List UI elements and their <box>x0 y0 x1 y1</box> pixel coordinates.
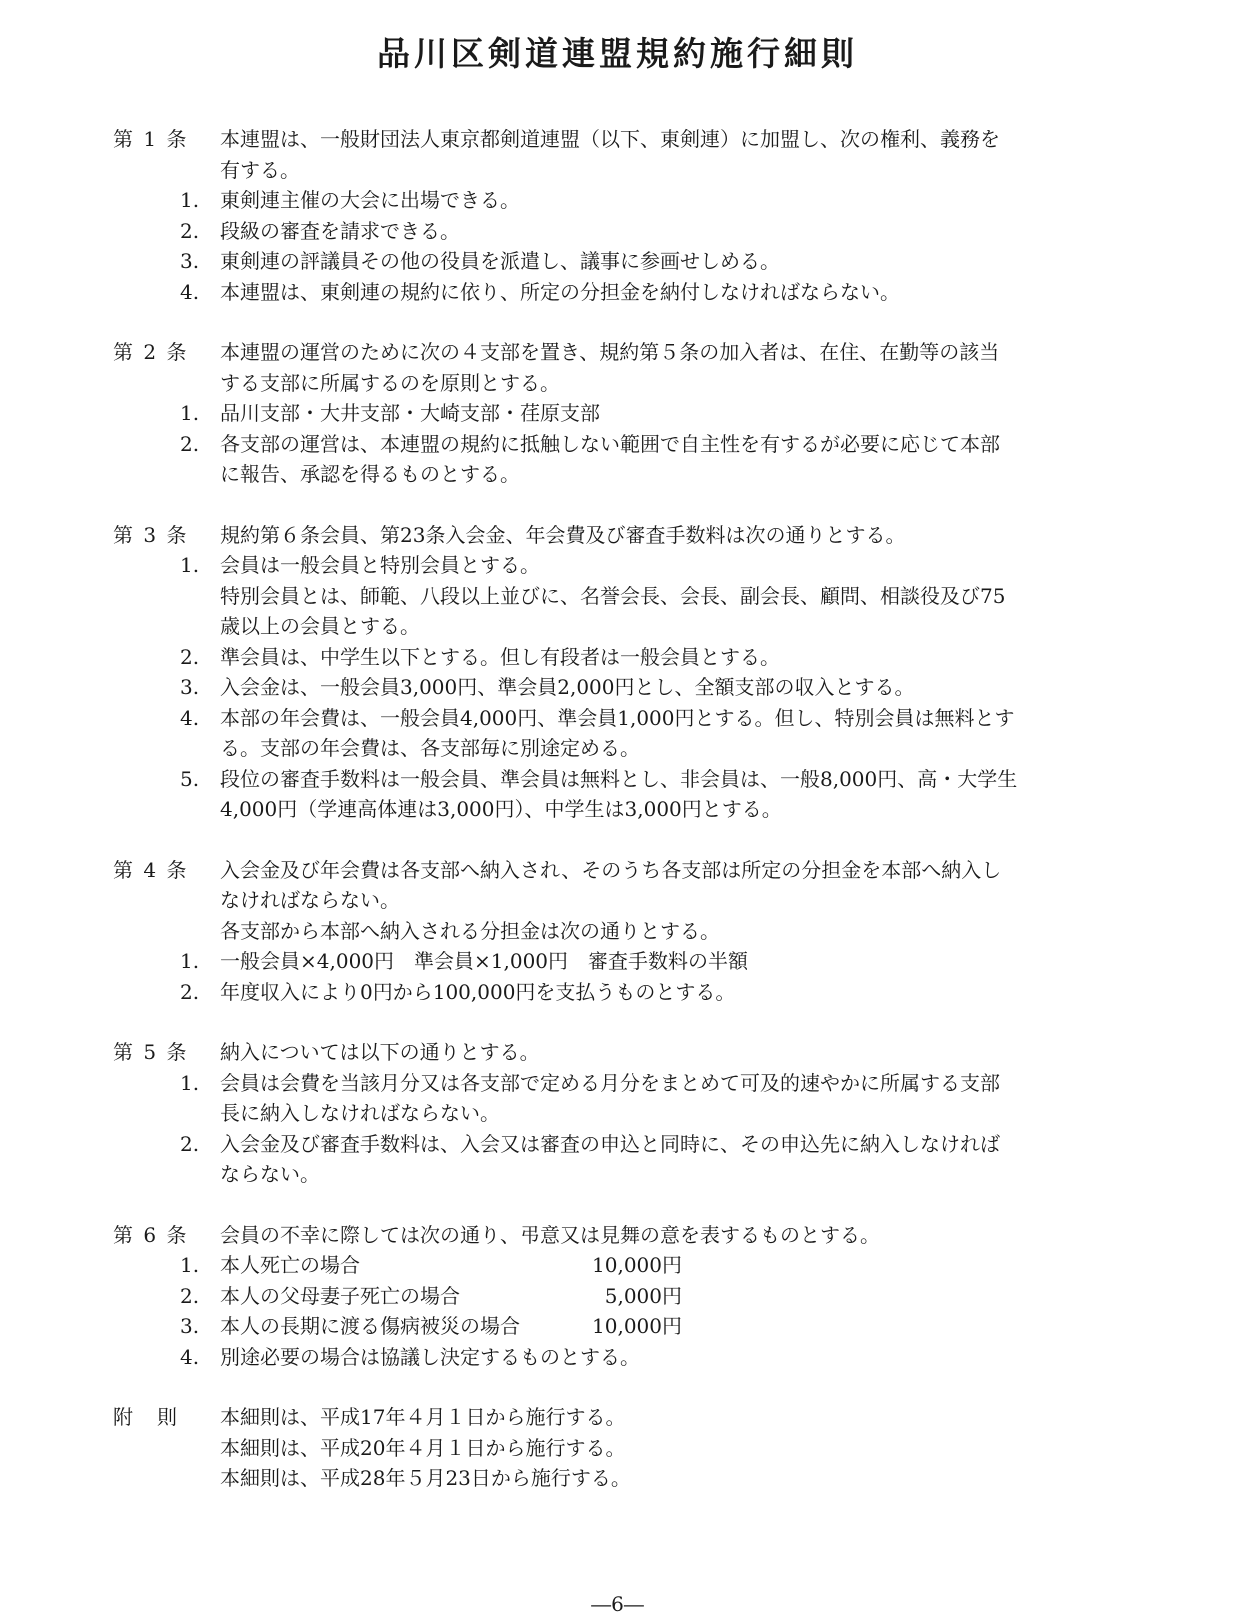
article-text: 会員の不幸に際しては次の通り、弔意又は見舞の意を表するものとする。 <box>220 1223 880 1247</box>
item-number: 1. <box>180 188 200 212</box>
article-label: 第 1 条 <box>113 127 189 151</box>
item-text: 4,000円（学連高体連は3,000円）、中学生は3,000円とする。 <box>220 797 782 821</box>
item-number: 2. <box>180 432 200 456</box>
item-text: 特別会員とは、師範、八段以上並びに、名誉会長、会長、副会長、顧問、相談役及び75 <box>220 584 1006 608</box>
item-text: 段位の審査手数料は一般会員、準会員は無料とし、非会員は、一般8,000円、高・大学生 <box>220 767 1018 791</box>
item-number: 2. <box>180 219 200 243</box>
article-text: 有する。 <box>220 158 300 182</box>
item-number: 2. <box>180 645 200 669</box>
item-number: 3. <box>180 249 200 273</box>
item-text: 本人の長期に渡る傷病被災の場合 <box>220 1314 520 1338</box>
item-amount: 10,000円 <box>592 1253 682 1277</box>
item-text: 東剣連の評議員その他の役員を派遣し、議事に参画せしめる。 <box>220 249 780 273</box>
article-label: 第 3 条 <box>113 523 189 547</box>
article-text: 本細則は、平成20年４月１日から施行する。 <box>220 1436 626 1460</box>
item-text: 長に納入しなければならない。 <box>220 1101 500 1125</box>
item-text: 会員は会費を当該月分又は各支部で定める月分をまとめて可及的速やかに所属する支部 <box>220 1071 1000 1095</box>
item-text: ならない。 <box>220 1162 320 1186</box>
item-text: 本人の父母妻子死亡の場合 <box>220 1284 460 1308</box>
item-text: 別途必要の場合は協議し決定するものとする。 <box>220 1345 640 1369</box>
article-text: なければならない。 <box>220 888 400 912</box>
article-text: 納入については以下の通りとする。 <box>220 1040 540 1064</box>
item-text: 年度収入により0円から100,000円を支払うものとする。 <box>220 980 736 1004</box>
item-text: 品川支部・大井支部・大崎支部・荏原支部 <box>220 401 600 425</box>
document-title: 品川区剣道連盟規約施行細則 <box>377 34 858 73</box>
item-number: 1. <box>180 553 200 577</box>
item-text: る。支部の年会費は、各支部毎に別途定める。 <box>220 736 640 760</box>
article-text: 本細則は、平成17年４月１日から施行する。 <box>220 1405 626 1429</box>
item-text: 入会金及び審査手数料は、入会又は審査の申込と同時に、その申込先に納入しなければ <box>220 1132 1000 1156</box>
item-text: に報告、承認を得るものとする。 <box>220 462 520 486</box>
item-number: 5. <box>180 767 200 791</box>
item-text: 歳以上の会員とする。 <box>220 614 420 638</box>
article-label: 第 5 条 <box>113 1040 189 1064</box>
article-text: 入会金及び年会費は各支部へ納入され、そのうち各支部は所定の分担金を本部へ納入し <box>220 858 1002 882</box>
item-number: 1. <box>180 401 200 425</box>
article-text: 本連盟は、一般財団法人東京都剣道連盟（以下、東剣連）に加盟し、次の権利、義務を <box>220 127 1000 151</box>
item-amount: 10,000円 <box>592 1314 682 1338</box>
article-text: する支部に所属するのを原則とする。 <box>220 371 560 395</box>
item-text: 東剣連主催の大会に出場できる。 <box>220 188 520 212</box>
item-text: 会員は一般会員と特別会員とする。 <box>220 553 540 577</box>
article-label: 第 2 条 <box>113 340 189 364</box>
article-label: 第 6 条 <box>113 1223 189 1247</box>
item-amount: 5,000円 <box>604 1284 682 1308</box>
item-number: 1. <box>180 1253 200 1277</box>
article-label: 附 則 <box>113 1405 179 1429</box>
item-number: 4. <box>180 280 200 304</box>
item-number: 4. <box>180 1345 200 1369</box>
item-text: 一般会員×4,000円 準会員×1,000円 審査手数料の半額 <box>220 949 749 973</box>
item-number: 2. <box>180 980 200 1004</box>
article-text: 本細則は、平成28年５月23日から施行する。 <box>220 1466 631 1490</box>
item-number: 4. <box>180 706 200 730</box>
item-number: 2. <box>180 1284 200 1308</box>
item-text: 各支部の運営は、本連盟の規約に抵触しない範囲で自主性を有するが必要に応じて本部 <box>220 432 1000 456</box>
item-text: 本連盟は、東剣連の規約に依り、所定の分担金を納付しなければならない。 <box>220 280 900 304</box>
article-text: 規約第６条会員、第23条入会金、年会費及び審査手数料は次の通りとする。 <box>220 523 906 547</box>
item-number: 1. <box>180 1071 200 1095</box>
item-text: 入会金は、一般会員3,000円、準会員2,000円とし、全額支部の収入とする。 <box>220 675 915 699</box>
item-text: 本部の年会費は、一般会員4,000円、準会員1,000円とする。但し、特別会員は無料とす <box>220 706 1015 730</box>
item-number: 3. <box>180 675 200 699</box>
article-text: 本連盟の運営のために次の４支部を置き、規約第５条の加入者は、在住、在勤等の該当 <box>220 340 1000 364</box>
item-number: 2. <box>180 1132 200 1156</box>
item-text: 準会員は、中学生以下とする。但し有段者は一般会員とする。 <box>220 645 780 669</box>
item-number: 1. <box>180 949 200 973</box>
page-number: ―6― <box>591 1592 644 1616</box>
item-text: 段級の審査を請求できる。 <box>220 219 460 243</box>
item-text: 本人死亡の場合 <box>220 1253 360 1277</box>
article-label: 第 4 条 <box>113 858 189 882</box>
item-number: 3. <box>180 1314 200 1338</box>
article-text: 各支部から本部へ納入される分担金は次の通りとする。 <box>220 919 720 943</box>
